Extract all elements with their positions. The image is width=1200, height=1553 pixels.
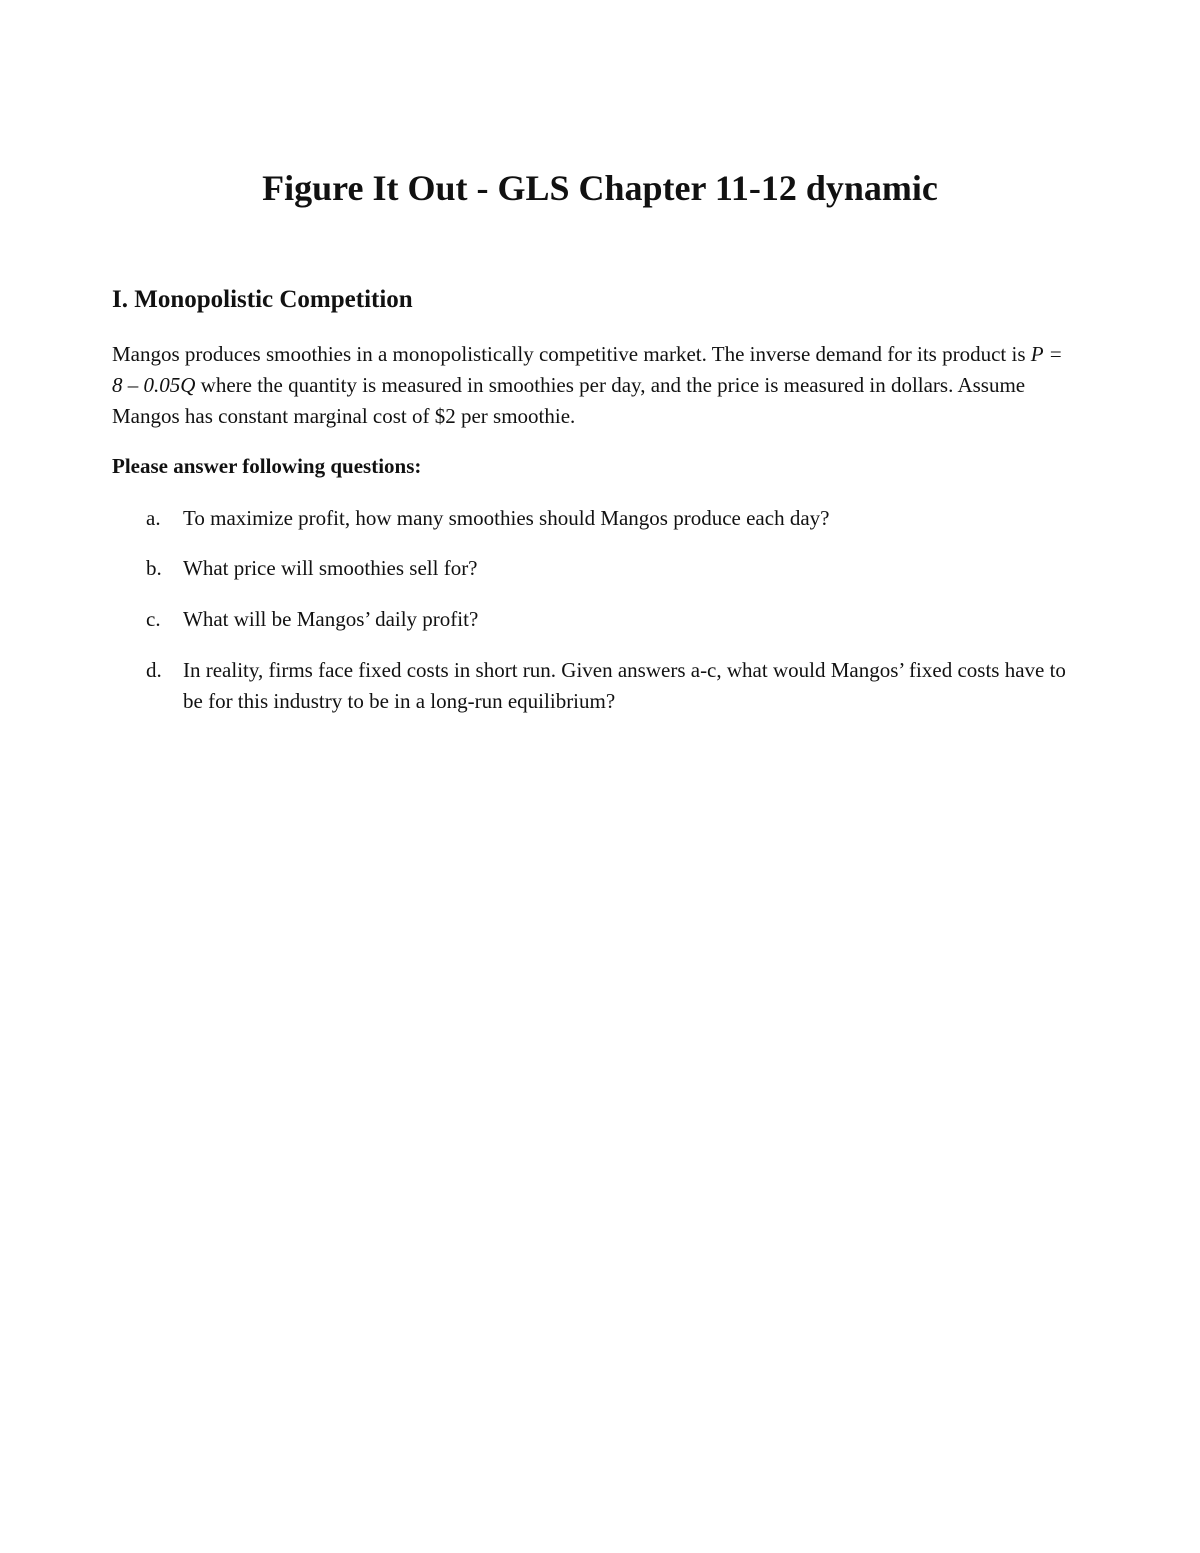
question-letter: d. <box>146 658 162 682</box>
question-text: To maximize profit, how many smoothies should Mangos produce each day? <box>183 506 830 530</box>
document-title: Figure It Out - GLS Chapter 11-12 dynamic <box>262 168 938 208</box>
question-text: In reality, firms face fixed costs in short run. Given answers a-c, what would Mangos’ fixed costs have to be for this industry to be in a long-run equilibrium? <box>183 658 1066 713</box>
intro-paragraph <box>112 339 1072 432</box>
intro-text-start: Mangos produces smoothies in a monopolistically competitive market. The inverse demand for its product is <box>112 342 1031 366</box>
question-letter: a. <box>146 506 161 530</box>
question-text: What price will smoothies sell for? <box>183 556 478 580</box>
question-a <box>146 503 1076 534</box>
question-letter: b. <box>146 556 162 580</box>
question-c <box>146 604 1076 635</box>
questions-prompt: Please answer following questions: <box>112 454 422 478</box>
intro-text-end: where the quantity is measured in smoothies per day, and the price is measured in dollars. Assume Mangos has constant marginal cost of $2 per smoothie. <box>112 373 1026 428</box>
question-text: What will be Mangos’ daily profit? <box>183 607 479 631</box>
section-heading: I. Monopolistic Competition <box>112 286 413 313</box>
demand-equation: P = 8 – 0.05Q <box>112 342 1063 397</box>
question-letter: c. <box>146 607 161 631</box>
question-d <box>146 655 1076 717</box>
question-b <box>146 553 1076 584</box>
